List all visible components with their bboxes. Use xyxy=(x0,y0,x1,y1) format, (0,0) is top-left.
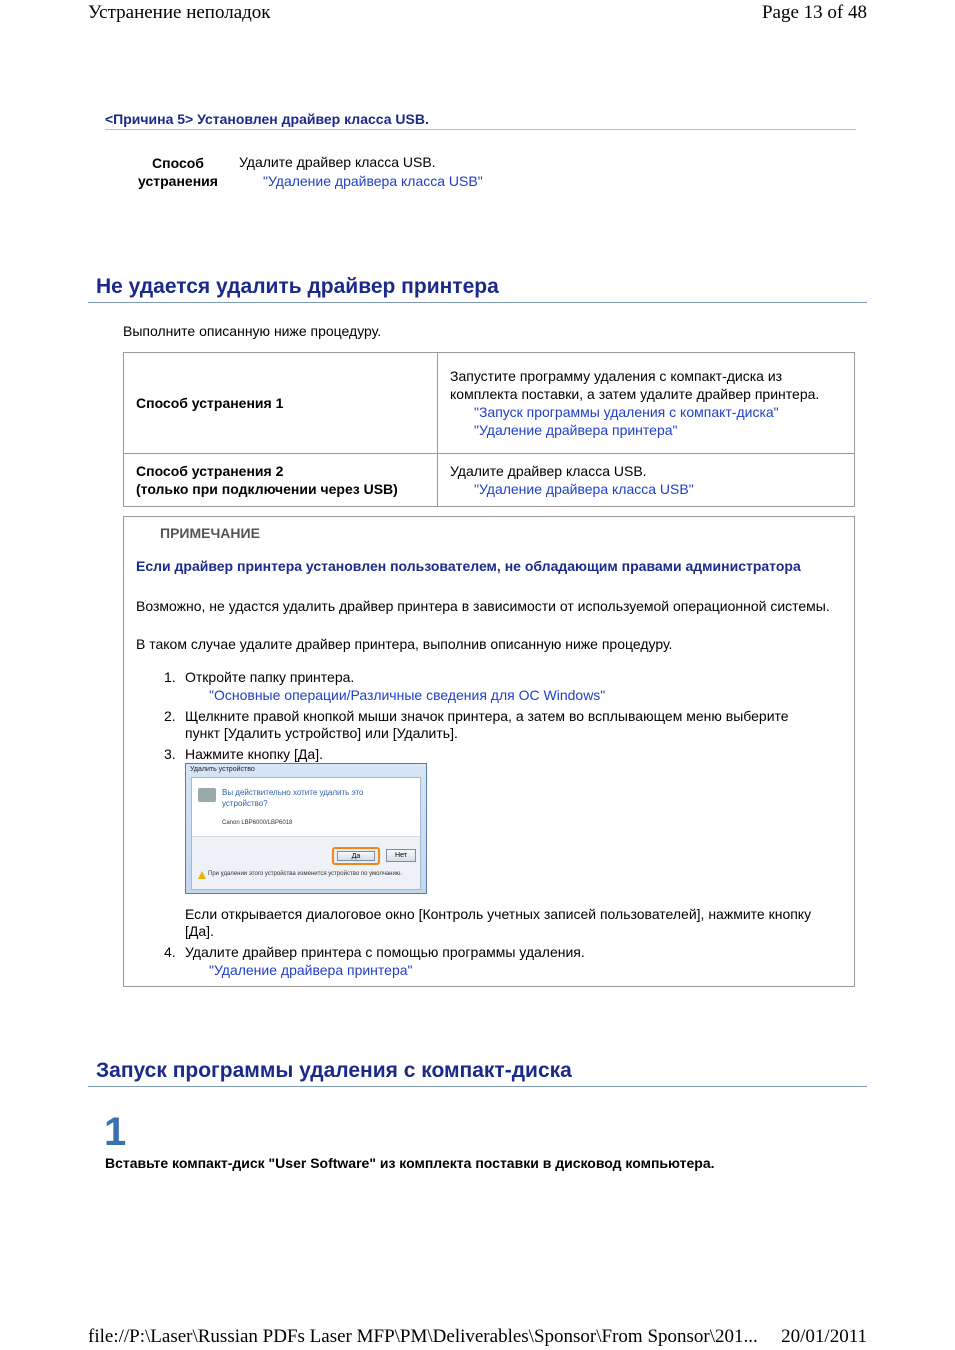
header-line2: (только при подключении через USB) xyxy=(136,481,398,497)
step-text: Откройте папку принтера. xyxy=(185,669,355,685)
note-box xyxy=(123,516,855,987)
cell-text: Запустите программу удаления с компакт-диска из комплекта поставки, а затем удалите драйвер принтера. xyxy=(450,368,820,402)
yes-button: Да xyxy=(337,851,375,861)
step-number: 4. xyxy=(164,944,176,960)
driver-removal-link[interactable]: "Удаление драйвера принтера" xyxy=(209,962,413,978)
cd-uninstaller-link[interactable]: "Запуск программы удаления с компакт-диска" xyxy=(474,404,779,420)
step-number-large: 1 xyxy=(104,1110,127,1154)
note-paragraph: В таком случае удалите драйвер принтера, выполнив описанную ниже процедуру. xyxy=(136,636,673,652)
step-after-text xyxy=(164,906,814,940)
table-row xyxy=(124,454,855,507)
usb-driver-removal-link[interactable]: "Удаление драйвера класса USB" xyxy=(263,173,483,189)
dialog-warning: При удалении этого устройства изменится устройство по умолчанию. xyxy=(208,871,402,877)
cause-5-heading: <Причина 5> Установлен драйвер класса USB. xyxy=(105,111,856,130)
solution-label xyxy=(128,154,228,190)
note-heading: Если драйвер принтера установлен пользователем, не обладающим правами администратора xyxy=(136,558,801,574)
table-header-cell: Способ устранения 1 xyxy=(124,353,438,454)
solution-label-line2: устранения xyxy=(138,173,218,189)
step-number: 2. xyxy=(164,708,176,724)
header-line1: Способ устранения 2 xyxy=(136,463,284,479)
yes-button-highlight xyxy=(332,847,380,865)
usb-driver-removal-link[interactable]: "Удаление драйвера класса USB" xyxy=(474,481,694,497)
dialog-title: Удалить устройство xyxy=(190,766,255,773)
footer-path: file://P:\Laser\Russian PDFs Laser MFP\PM\Deliverables\Sponsor\From Sponsor\201... xyxy=(88,1326,758,1347)
note-title: ПРИМЕЧАНИЕ xyxy=(160,525,260,541)
table-cell xyxy=(438,353,855,454)
table-row xyxy=(124,353,855,454)
no-button: Нет xyxy=(386,849,416,862)
solution-text: Удалите драйвер класса USB. xyxy=(239,154,436,170)
header-title: Устранение неполадок xyxy=(88,2,271,23)
dialog-question: Вы действительно хотите удалить это устройство? xyxy=(222,788,364,808)
solutions-table xyxy=(123,352,855,507)
solution-content xyxy=(239,153,483,191)
windows-operations-link[interactable]: "Основные операции/Различные сведения для ОС Windows" xyxy=(209,687,606,703)
note-paragraph: Возможно, не удастся удалить драйвер принтера в зависимости от используемой операционной системы. xyxy=(136,598,830,614)
list-item xyxy=(164,746,814,763)
dialog-model: Canon LBP6000/LBP6018 xyxy=(222,820,293,826)
remove-device-dialog-screenshot xyxy=(185,763,427,894)
list-item xyxy=(164,944,814,979)
footer-date: 20/01/2011 xyxy=(781,1326,867,1347)
page-number: Page 13 of 48 xyxy=(761,2,867,23)
solution-label-line1: Способ xyxy=(152,155,204,171)
step-text: Удалите драйвер принтера с помощью программы удаления. xyxy=(185,944,585,960)
section-title-cd-uninstaller: Запуск программы удаления с компакт-диска xyxy=(88,1059,867,1087)
table-cell xyxy=(438,454,855,507)
section-title-cannot-remove-driver: Не удается удалить драйвер принтера xyxy=(88,275,867,303)
step-text: Нажмите кнопку [Да]. xyxy=(185,746,323,762)
dialog-button-bar xyxy=(192,836,420,889)
step-after: Если открывается диалоговое окно [Контроль учетных записей пользователей], нажмите кнопку [Да]. xyxy=(185,906,812,939)
warning-icon xyxy=(198,871,206,879)
step-number: 1. xyxy=(164,669,176,685)
intro-text: Выполните описанную ниже процедуру. xyxy=(123,323,382,339)
driver-removal-link[interactable]: "Удаление драйвера принтера" xyxy=(474,422,678,438)
step-instruction: Вставьте компакт-диск "User Software" из комплекта поставки в дисковод компьютера. xyxy=(105,1155,715,1171)
list-item xyxy=(164,708,814,742)
dialog-body xyxy=(191,777,421,890)
step-text: Щелкните правой кнопкой мыши значок принтера, а затем во всплывающем меню выберите пункт [Удалить устройство] или [Удалить]. xyxy=(185,708,789,741)
list-item xyxy=(164,669,814,704)
cell-text: Удалите драйвер класса USB. xyxy=(450,463,647,479)
printer-icon xyxy=(198,788,216,802)
table-header-cell xyxy=(124,454,438,507)
step-number: 3. xyxy=(164,746,176,762)
